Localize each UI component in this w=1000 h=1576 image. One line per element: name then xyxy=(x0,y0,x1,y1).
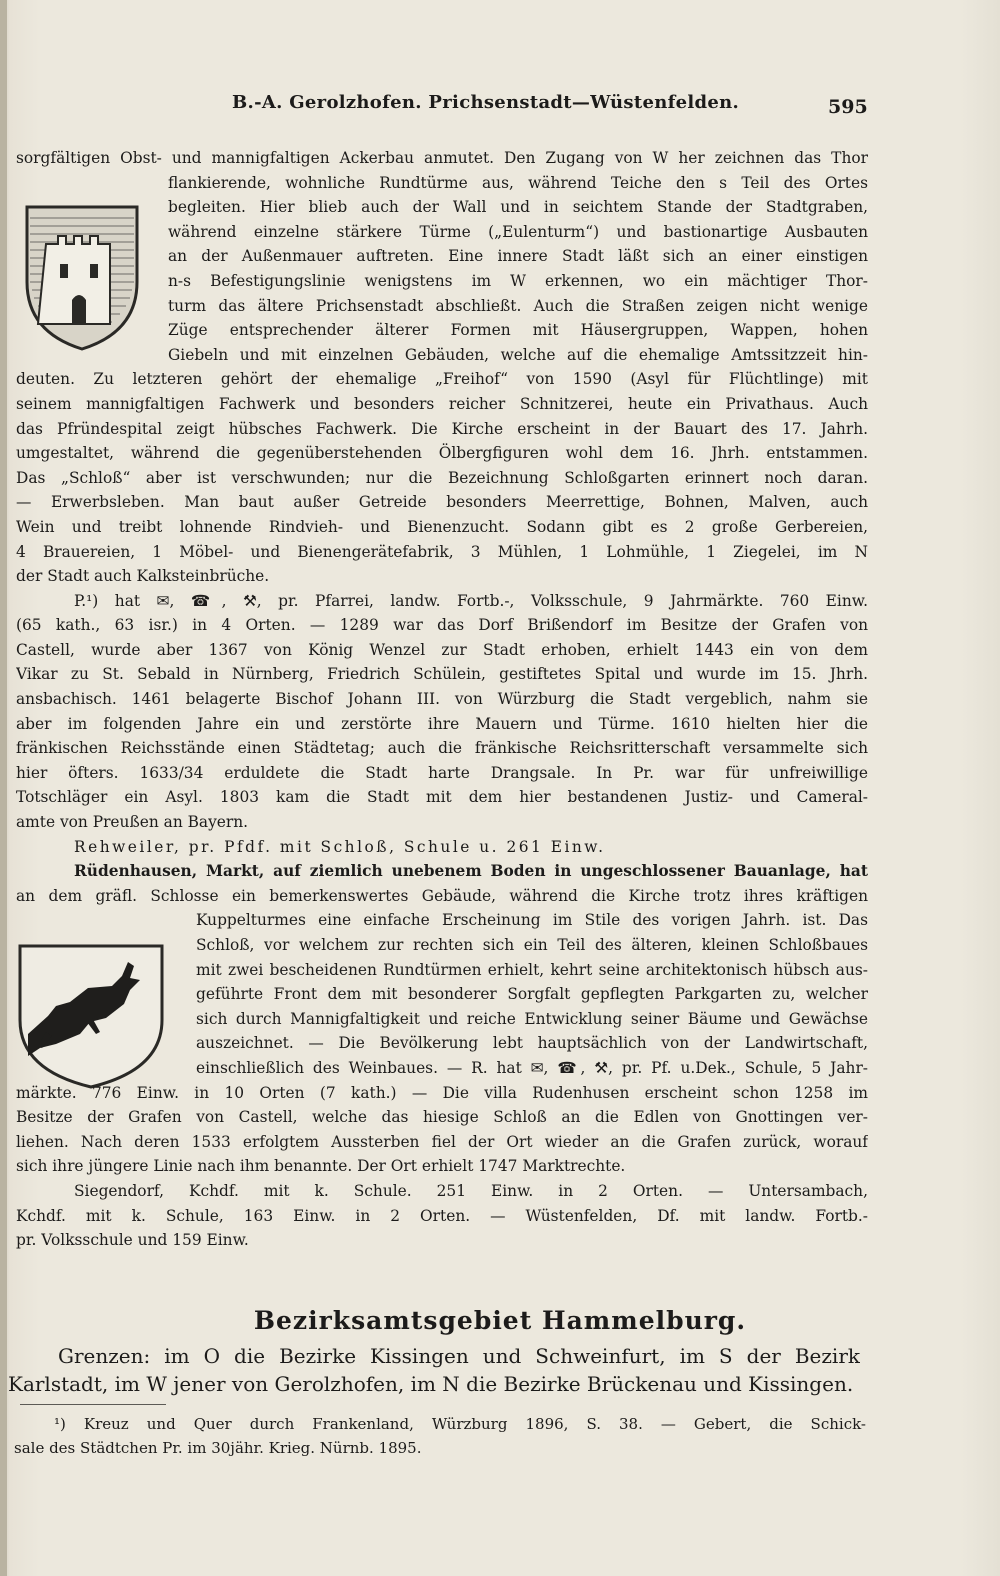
text-line: fränkischen Reichsstände einen Städtetag; auch die fränkische Reichsritterschaft versammelte sich xyxy=(16,739,868,758)
text-line: Giebeln und mit einzelnen Gebäuden, welche auf die ehemalige Amtssitzzeit hin- xyxy=(168,345,868,364)
text-line: hier öfters. 1633/34 erduldete die Stadt harte Drangsale. In Pr. war für unfreiwillige xyxy=(16,763,868,782)
text-line: (65 kath., 63 isr.) in 4 Orten. — 1289 war das Dorf Brißendorf im Besitze der Grafen von xyxy=(16,616,868,635)
footnote xyxy=(14,1412,866,1460)
text-line: deuten. Zu letzteren gehört der ehemalige „Freihof“ von 1590 (Asyl für Flüchtlinge) mit xyxy=(16,370,868,389)
text-line: n-s Befestigungslinie wenigstens im W erkennen, wo ein mächtiger Thor- xyxy=(168,271,868,290)
text-line: ansbachisch. 1461 belagerte Bischof Johann III. von Würzburg die Stadt vergeblich, nahm sie xyxy=(16,690,868,709)
text-line: das Pfründespital zeigt hübsches Fachwerk. Die Kirche erscheint in der Bauart des 17. Jahrh. xyxy=(16,419,868,438)
footnote-line: sale des Städtchen Pr. im 30jähr. Krieg. Nürnb. 1895. xyxy=(14,1439,422,1457)
text-line: Kuppelturmes eine einfache Erscheinung im Stile des vorigen Jahrh. ist. Das xyxy=(196,911,868,930)
text-line: begleiten. Hier blieb auch der Wall und in seichtem Stande der Stadtgraben, xyxy=(168,198,868,217)
section-lead-line: Karlstadt, im W jener von Gerolzhofen, im N die Bezirke Brückenau und Kissingen. xyxy=(8,1372,854,1396)
text-line: an der Außenmauer auftreten. Eine innere Stadt läßt sich an einer einstigen xyxy=(168,247,868,266)
text-line: Kchdf. mit k. Schule, 163 Einw. in 2 Orten. — Wüstenfelden, Df. mit landw. Fortb.- xyxy=(16,1206,868,1225)
page-number: 595 xyxy=(828,96,868,118)
text-line: amte von Preußen an Bayern. xyxy=(16,813,249,832)
text-line: der Stadt auch Kalksteinbrüche. xyxy=(16,567,270,586)
text-line: aber im folgenden Jahre ein und zerstörte ihre Mauern und Türme. 1610 hielten hier die xyxy=(16,714,868,733)
text-line: Schloß, vor welchem zur rechten sich ein Teil des älteren, kleinen Schloßbaues xyxy=(196,936,868,954)
text-line: Siegendorf, Kchdf. mit k. Schule. 251 Einw. in 2 Orten. — Untersambach, xyxy=(74,1181,868,1200)
text-line: turm das ältere Prichsenstadt abschließt. Auch die Straßen zeigen nicht wenige xyxy=(168,296,868,315)
page-header xyxy=(0,92,1000,122)
text-line: sich durch Mannigfaltigkeit und reiche Entwicklung seiner Bäume und Gewächse xyxy=(196,1009,868,1028)
text-line: liehen. Nach deren 1533 erfolgtem Aussterben fiel der Ort wieder an die Grafen zurück, worauf xyxy=(16,1132,868,1151)
text-line: 4 Brauereien, 1 Möbel- und Bienengerätefabrik, 3 Mühlen, 1 Lohmühle, 1 Ziegelei, im N xyxy=(16,542,868,561)
text-line: sorgfältigen Obst- und mannigfaltigen Ackerbau anmutet. Den Zugang von W her zeichnen das Thor xyxy=(16,149,868,167)
text-line: Castell, wurde aber 1367 von König Wenzel zur Stadt erhoben, erhielt 1443 ein von dem xyxy=(16,640,868,659)
text-line: flankierende, wohnliche Rundtürme aus, während Teiche den s Teil des Ortes xyxy=(168,173,868,192)
text-line: seinem mannigfaltigen Fachwerk und besonders reicher Schnitzerei, heute ein Privathaus. Auch xyxy=(16,394,868,413)
text-line: Totschläger ein Asyl. 1803 kam die Stadt mit dem hier bestandenen Justiz- und Cameral- xyxy=(16,788,868,807)
text-line: geführte Front dem mit besonderer Sorgfalt gepflegten Parkgarten zu, welcher xyxy=(196,985,868,1004)
text-line: auszeichnet. — Die Bevölkerung lebt hauptsächlich von der Landwirtschaft, xyxy=(196,1034,868,1053)
text-line: P.¹) hat ✉, ☎, ⚒, pr. Pfarrei, landw. Fortb.-, Volksschule, 9 Jahrmärkte. 760 Einw. xyxy=(74,591,868,610)
text-line: Züge entsprechender älterer Formen mit Häusergruppen, Wappen, hohen xyxy=(168,321,868,340)
text-line: Rehweiler, pr. Pfdf. mit Schloß, Schule u. 261 Einw. xyxy=(74,837,606,856)
text-line: sich ihre jüngere Linie nach ihm benannte. Der Ort erhielt 1747 Marktrechte. xyxy=(16,1157,626,1176)
text-line: Das „Schloß“ aber ist verschwunden; nur die Bezeichnung Schloßgarten erinnert noch daran. xyxy=(16,468,868,487)
section-lead xyxy=(8,1342,860,1398)
text-line: Wein und treibt lohnende Rindvieh- und Bienenzucht. Sodann gibt es 2 große Gerbereien, xyxy=(16,517,868,536)
text-line: Besitze der Grafen von Castell, welche das hiesige Schloß an die Edlen von Gnottingen ver- xyxy=(16,1108,868,1127)
section-lead-line: Grenzen: im O die Bezirke Kissingen und Schweinfurt, im S der Bezirk xyxy=(58,1344,860,1368)
text-line: an dem gräfl. Schlosse ein bemerkenswertes Gebäude, während die Kirche trotz ihres kräftigen xyxy=(16,886,868,905)
footnote-rule xyxy=(20,1404,166,1405)
text-line-entry-heading: Rüdenhausen, Markt, auf ziemlich unebenem Boden in ungeschlossener Bauanlage, hat xyxy=(74,862,868,881)
running-head: B.-A. Gerolzhofen. Prichsenstadt—Wüstenfelden. xyxy=(232,92,740,113)
text-line: während einzelne stärkere Türme („Eulenturm“) und bastionartige Ausbauten xyxy=(168,222,868,241)
text-line: einschließlich des Weinbaues. — R. hat ✉, ☎, ⚒, pr. Pf. u.Dek., Schule, 5 Jahr- xyxy=(196,1058,868,1077)
body-text xyxy=(16,146,868,1253)
text-line: pr. Volksschule und 159 Einw. xyxy=(16,1231,249,1250)
text-line: mit zwei bescheidenen Rundtürmen erhielt, kehrt seine architektonisch hübsch aus- xyxy=(196,960,868,979)
section-heading: Bezirksamtsgebiet Hammelburg. xyxy=(253,1306,747,1335)
text-line: märkte. 776 Einw. in 10 Orten (7 kath.) — Die villa Rudenhusen erscheint schon 1258 im xyxy=(16,1083,868,1102)
text-line: — Erwerbsleben. Man baut außer Getreide besonders Meerrettige, Bohnen, Malven, auch xyxy=(16,493,868,512)
text-line: Vikar zu St. Sebald in Nürnberg, Friedrich Schülein, gestiftetes Spital und wurde im 15. Jhrh. xyxy=(16,665,868,684)
page-binding-edge xyxy=(0,0,7,1576)
footnote-line: ¹) Kreuz und Quer durch Frankenland, Würzburg 1896, S. 38. — Gebert, die Schick- xyxy=(54,1415,866,1433)
text-line: umgestaltet, während die gegenüberstehenden Ölbergfiguren wohl dem 16. Jhrh. entstammen. xyxy=(16,444,868,463)
